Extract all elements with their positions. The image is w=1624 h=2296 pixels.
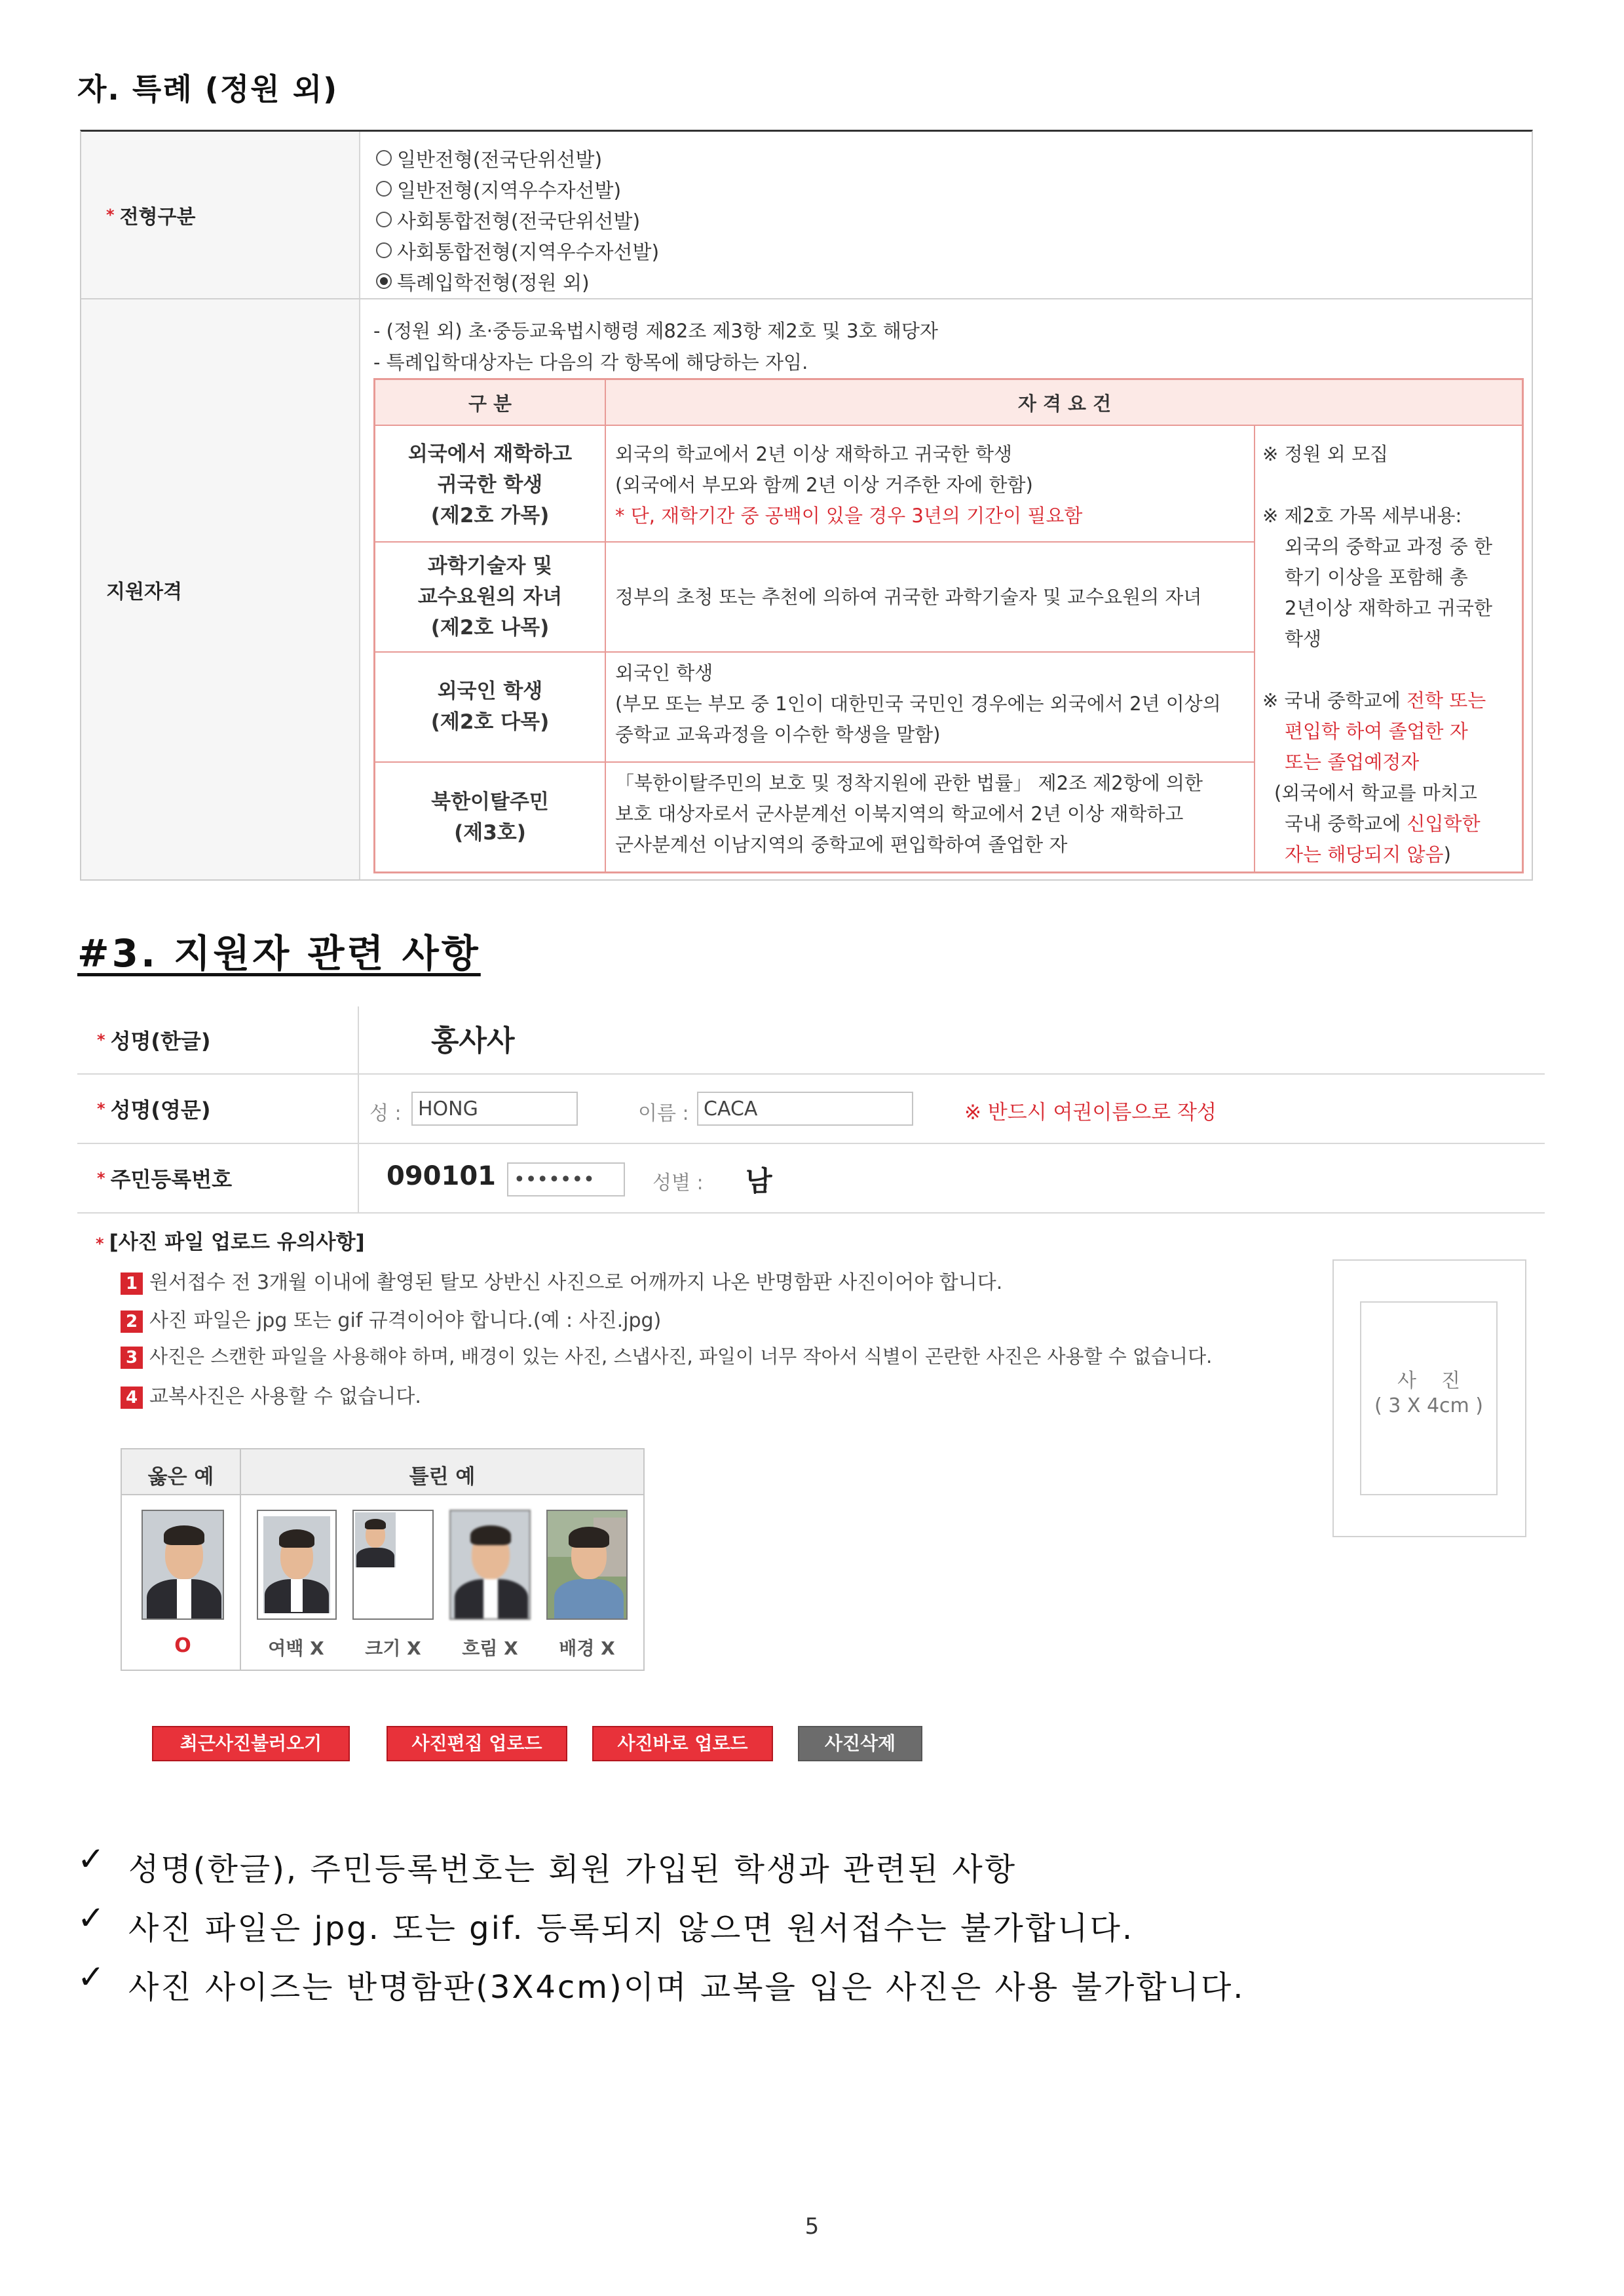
category-line: 귀국한 학생: [437, 472, 543, 497]
requirement-warning: * 단, 재학기간 중 공백이 있을 경우 3년의 기간이 필요함: [615, 505, 1083, 527]
given-name-input[interactable]: [697, 1092, 913, 1126]
requirement-line: 「북한이탈주민의 보호 및 정착지원에 관한 법률」 제2조 제2항에 의한: [615, 772, 1203, 794]
photo-inner: [355, 1512, 396, 1567]
side-note: [1262, 685, 1518, 716]
type-label-cell: [81, 132, 360, 298]
radio-button[interactable]: [376, 242, 392, 258]
category-line: (제2호 나목): [430, 615, 550, 640]
photo-size-label: ( 3 X 4cm ): [1374, 1394, 1483, 1417]
upload-note-4: [121, 1380, 421, 1409]
name-kr-label: 성명(한글): [110, 1029, 211, 1054]
side-note: ※ 정원 외 모집: [1262, 443, 1389, 465]
rrn-back-input[interactable]: [507, 1162, 625, 1196]
side-note-text: 국내 중학교에: [1285, 813, 1407, 835]
photo-placeholder-label: 사 진: [1397, 1369, 1461, 1392]
qual-label-cell: [81, 299, 360, 879]
requirement-line: 보호 대상자로서 군사분계선 이북지역의 학교에서 2년 이상 재학하고: [615, 803, 1184, 825]
photo-hair: [569, 1527, 609, 1548]
side-note-highlight: 편입학 하여 졸업한 자: [1285, 720, 1468, 742]
photo-hair: [470, 1525, 511, 1545]
upload-notes-title: [96, 1225, 365, 1255]
passport-name-note: ※ 반드시 여권이름으로 작성: [964, 1101, 1217, 1124]
bad-example-background-photo: [546, 1510, 628, 1620]
name-kr-row: [77, 1006, 1545, 1075]
rrn-label-cell: [77, 1144, 359, 1212]
bad-example-margin-photo: [257, 1510, 337, 1620]
upload-note-1: [121, 1266, 1002, 1295]
name-kr-value: 홍사사: [431, 1024, 515, 1058]
requirement-line: 외국의 학교에서 2년 이상 재학하고 귀국한 학생: [615, 443, 1013, 465]
side-note-text: ): [1443, 843, 1451, 866]
table-row-requirement: [615, 768, 1244, 860]
check-item-3: 사진 사이즈는 반명함판(3X4cm)이며 교복을 입은 사진은 사용 불가합니다.: [128, 1969, 1245, 2006]
bad-example-header: 틀린 예: [409, 1465, 476, 1489]
edit-upload-button[interactable]: 사진편집 업로드: [387, 1726, 567, 1761]
photo-placeholder: [1360, 1301, 1498, 1495]
photo-clothes: [554, 1579, 624, 1620]
side-note-highlight: 전학 또는: [1407, 689, 1486, 712]
rrn-row: [77, 1144, 1545, 1214]
photo-shirt: [483, 1579, 498, 1618]
section-title: 자. 특례 (정원 외): [77, 71, 339, 107]
category-line: 외국인 학생: [437, 679, 543, 703]
name-en-row: [77, 1075, 1545, 1144]
upload-title-text: [사진 파일 업로드 유의사항]: [109, 1231, 365, 1254]
radio-button-selected[interactable]: [376, 273, 392, 289]
col-divider: [605, 380, 606, 871]
name-en-label: 성명(영문): [110, 1098, 211, 1122]
bad-example-size-photo: [352, 1510, 434, 1620]
check-icon: ✓: [77, 1899, 105, 1937]
table-row-category: [375, 543, 605, 651]
table-row-category: [375, 432, 605, 537]
upload-note-2: [121, 1304, 661, 1333]
radio-label: 사회통합전형(지역우수자선발): [397, 241, 660, 264]
photo-shirt: [177, 1579, 191, 1618]
gender-value: 남: [746, 1165, 772, 1197]
photo-hair: [365, 1519, 386, 1529]
good-example-label: O: [174, 1634, 191, 1657]
type-label: 전형구분: [119, 206, 196, 229]
qual-label: 지원자격: [106, 580, 182, 603]
radio-option-4[interactable]: [376, 236, 659, 265]
required-star: *: [97, 1031, 105, 1049]
check-item-1: 성명(한글), 주민등록번호는 회원 가입된 학생과 관련된 사항: [128, 1851, 1017, 1888]
section-3-title: #3. 지원자 관련 사항: [77, 931, 481, 976]
side-note-line: 학기 이상을 포함해 총: [1285, 566, 1468, 588]
radio-option-1[interactable]: [376, 144, 602, 172]
surname-input[interactable]: [411, 1092, 578, 1126]
note-number: 1: [121, 1272, 143, 1295]
category-line: (제2호 가목): [430, 503, 550, 527]
name-en-label-cell: [77, 1075, 359, 1143]
required-star: *: [106, 206, 115, 224]
header-category: 구 분: [468, 392, 512, 415]
side-note-line: [1262, 839, 1518, 870]
side-note-highlight: 자는 해당되지 않음: [1285, 843, 1444, 866]
qual-note-1: - (정원 외) 초·중등교육법시행령 제82조 제3항 제2호 및 3호 해당자: [373, 320, 938, 342]
radio-button[interactable]: [376, 181, 392, 197]
check-icon: ✓: [77, 1958, 105, 1996]
radio-label: 특례입학전형(정원 외): [397, 272, 590, 295]
check-item-2: 사진 파일은 jpg. 또는 gif. 등록되지 않으면 원서접수는 불가합니다.: [128, 1910, 1135, 1947]
side-note-line: (외국에서 학교를 마치고: [1274, 782, 1477, 804]
required-star: *: [97, 1100, 105, 1118]
note-number: 3: [121, 1347, 143, 1369]
given-name-label: 이름 :: [638, 1102, 689, 1125]
category-line: 교수요원의 자녀: [417, 584, 563, 609]
radio-button[interactable]: [376, 212, 392, 227]
radio-label: 사회통합전형(전국단위선발): [397, 210, 641, 233]
side-note: ※ 제2호 가목 세부내용:: [1262, 505, 1462, 527]
side-note-highlight: 신입학한: [1407, 813, 1481, 835]
photo-hair: [279, 1529, 314, 1548]
note-number: 4: [121, 1387, 143, 1409]
photo-preview-box[interactable]: [1332, 1259, 1526, 1537]
bad-example-label: 배경 X: [559, 1637, 615, 1659]
radio-label: 일반전형(전국단위선발): [397, 149, 603, 172]
note-text: 교복사진은 사용할 수 없습니다.: [149, 1385, 421, 1408]
side-note-line: 2년이상 재학하고 귀국한: [1285, 597, 1493, 619]
table-row-requirement: [615, 582, 1244, 613]
note-text: 사진은 스캔한 파일을 사용해야 하며, 배경이 있는 사진, 스냅사진, 파일이 너무 작아서 식별이 곤란한 사진은 사용할 수 없습니다.: [149, 1345, 1213, 1368]
requirement-line: 정부의 초청 또는 추천에 의하여 귀국한 과학기술자 및 교수요원의 자녀: [615, 586, 1202, 608]
radio-option-5[interactable]: [376, 267, 590, 296]
direct-upload-button[interactable]: 사진바로 업로드: [592, 1726, 773, 1761]
admission-type-form: [80, 130, 1533, 881]
radio-option-2[interactable]: [376, 174, 621, 203]
surname-label: 성 :: [369, 1102, 402, 1125]
qualification-table: [373, 378, 1524, 873]
table-row-category: [375, 763, 605, 873]
spacer: [1262, 655, 1518, 685]
rrn-front: 090101: [387, 1161, 496, 1191]
requirement-line: 군사분계선 이남지역의 중학교에 편입학하여 졸업한 자: [615, 833, 1068, 856]
required-star: *: [96, 1234, 104, 1253]
side-note-highlight: 또는 졸업예정자: [1285, 751, 1420, 773]
requirement-line: (외국에서 부모와 함께 2년 이상 거주한 자에 한함): [615, 474, 1033, 496]
note-number: 2: [121, 1311, 143, 1333]
side-notes: [1262, 439, 1518, 870]
photo-examples: [121, 1448, 645, 1671]
photo-suit: [356, 1548, 394, 1567]
header-requirement: 자 격 요 건: [1017, 392, 1112, 415]
name-kr-label-cell: [77, 1006, 359, 1073]
delete-photo-button[interactable]: 사진삭제: [798, 1726, 922, 1761]
check-icon: ✓: [77, 1840, 105, 1878]
radio-option-3[interactable]: [376, 205, 640, 234]
side-note-line: [1262, 809, 1518, 839]
table-row-requirement: [615, 439, 1244, 531]
requirement-line: (부모 또는 부모 중 1인이 대한민국 국민인 경우에는 외국에서 2년 이상의: [615, 693, 1221, 715]
page-number: 5: [804, 2213, 820, 2240]
photo-inner: [263, 1516, 330, 1613]
category-line: 북한이탈주민: [431, 790, 549, 814]
qual-note-2: - 특례입학대상자는 다음의 각 항목에 해당하는 자임.: [373, 351, 808, 373]
good-example-photo: [142, 1510, 224, 1620]
radio-label: 일반전형(지역우수자선발): [397, 180, 622, 202]
good-example-header: 옳은 예: [147, 1465, 214, 1489]
bad-example-label: 흐림 X: [462, 1637, 518, 1659]
category-line: (제3호): [454, 821, 526, 845]
gender-label: 성별 :: [652, 1172, 704, 1195]
bad-example-label: 크기 X: [365, 1637, 421, 1659]
bad-example-blur-photo: [449, 1510, 531, 1620]
table-row-requirement: [615, 658, 1244, 750]
note-text: 원서접수 전 3개월 이내에 촬영된 탈모 상반신 사진으로 어깨까지 나온 반명함판 사진이어야 합니다.: [149, 1271, 1003, 1294]
side-note-text: ※ 국내 중학교에: [1262, 689, 1407, 712]
upload-note-3: [121, 1342, 1212, 1369]
spacer: [1262, 470, 1518, 501]
rrn-label: 주민등록번호: [110, 1167, 233, 1192]
required-star: *: [97, 1169, 105, 1187]
col-divider: [1254, 425, 1255, 871]
load-recent-photo-button[interactable]: 최근사진불러오기: [152, 1726, 350, 1761]
side-note-line: 외국의 중학교 과정 중 한: [1285, 535, 1493, 558]
requirement-line: 외국인 학생: [615, 662, 713, 684]
category-line: (제2호 다목): [430, 710, 550, 734]
photo-hair: [164, 1525, 204, 1545]
category-line: 외국에서 재학하고: [407, 442, 573, 466]
table-row-category: [375, 653, 605, 761]
category-line: 과학기술자 및: [427, 554, 553, 578]
bad-example-label: 여백 X: [268, 1637, 324, 1659]
requirement-line: 중학교 교육과정을 이수한 학생을 말함): [615, 723, 941, 746]
note-text: 사진 파일은 jpg 또는 gif 규격이어야 합니다.(예 : 사진.jpg): [149, 1309, 662, 1332]
radio-button[interactable]: [376, 150, 392, 166]
side-note-line: 학생: [1285, 628, 1322, 650]
photo-shirt: [291, 1579, 303, 1612]
